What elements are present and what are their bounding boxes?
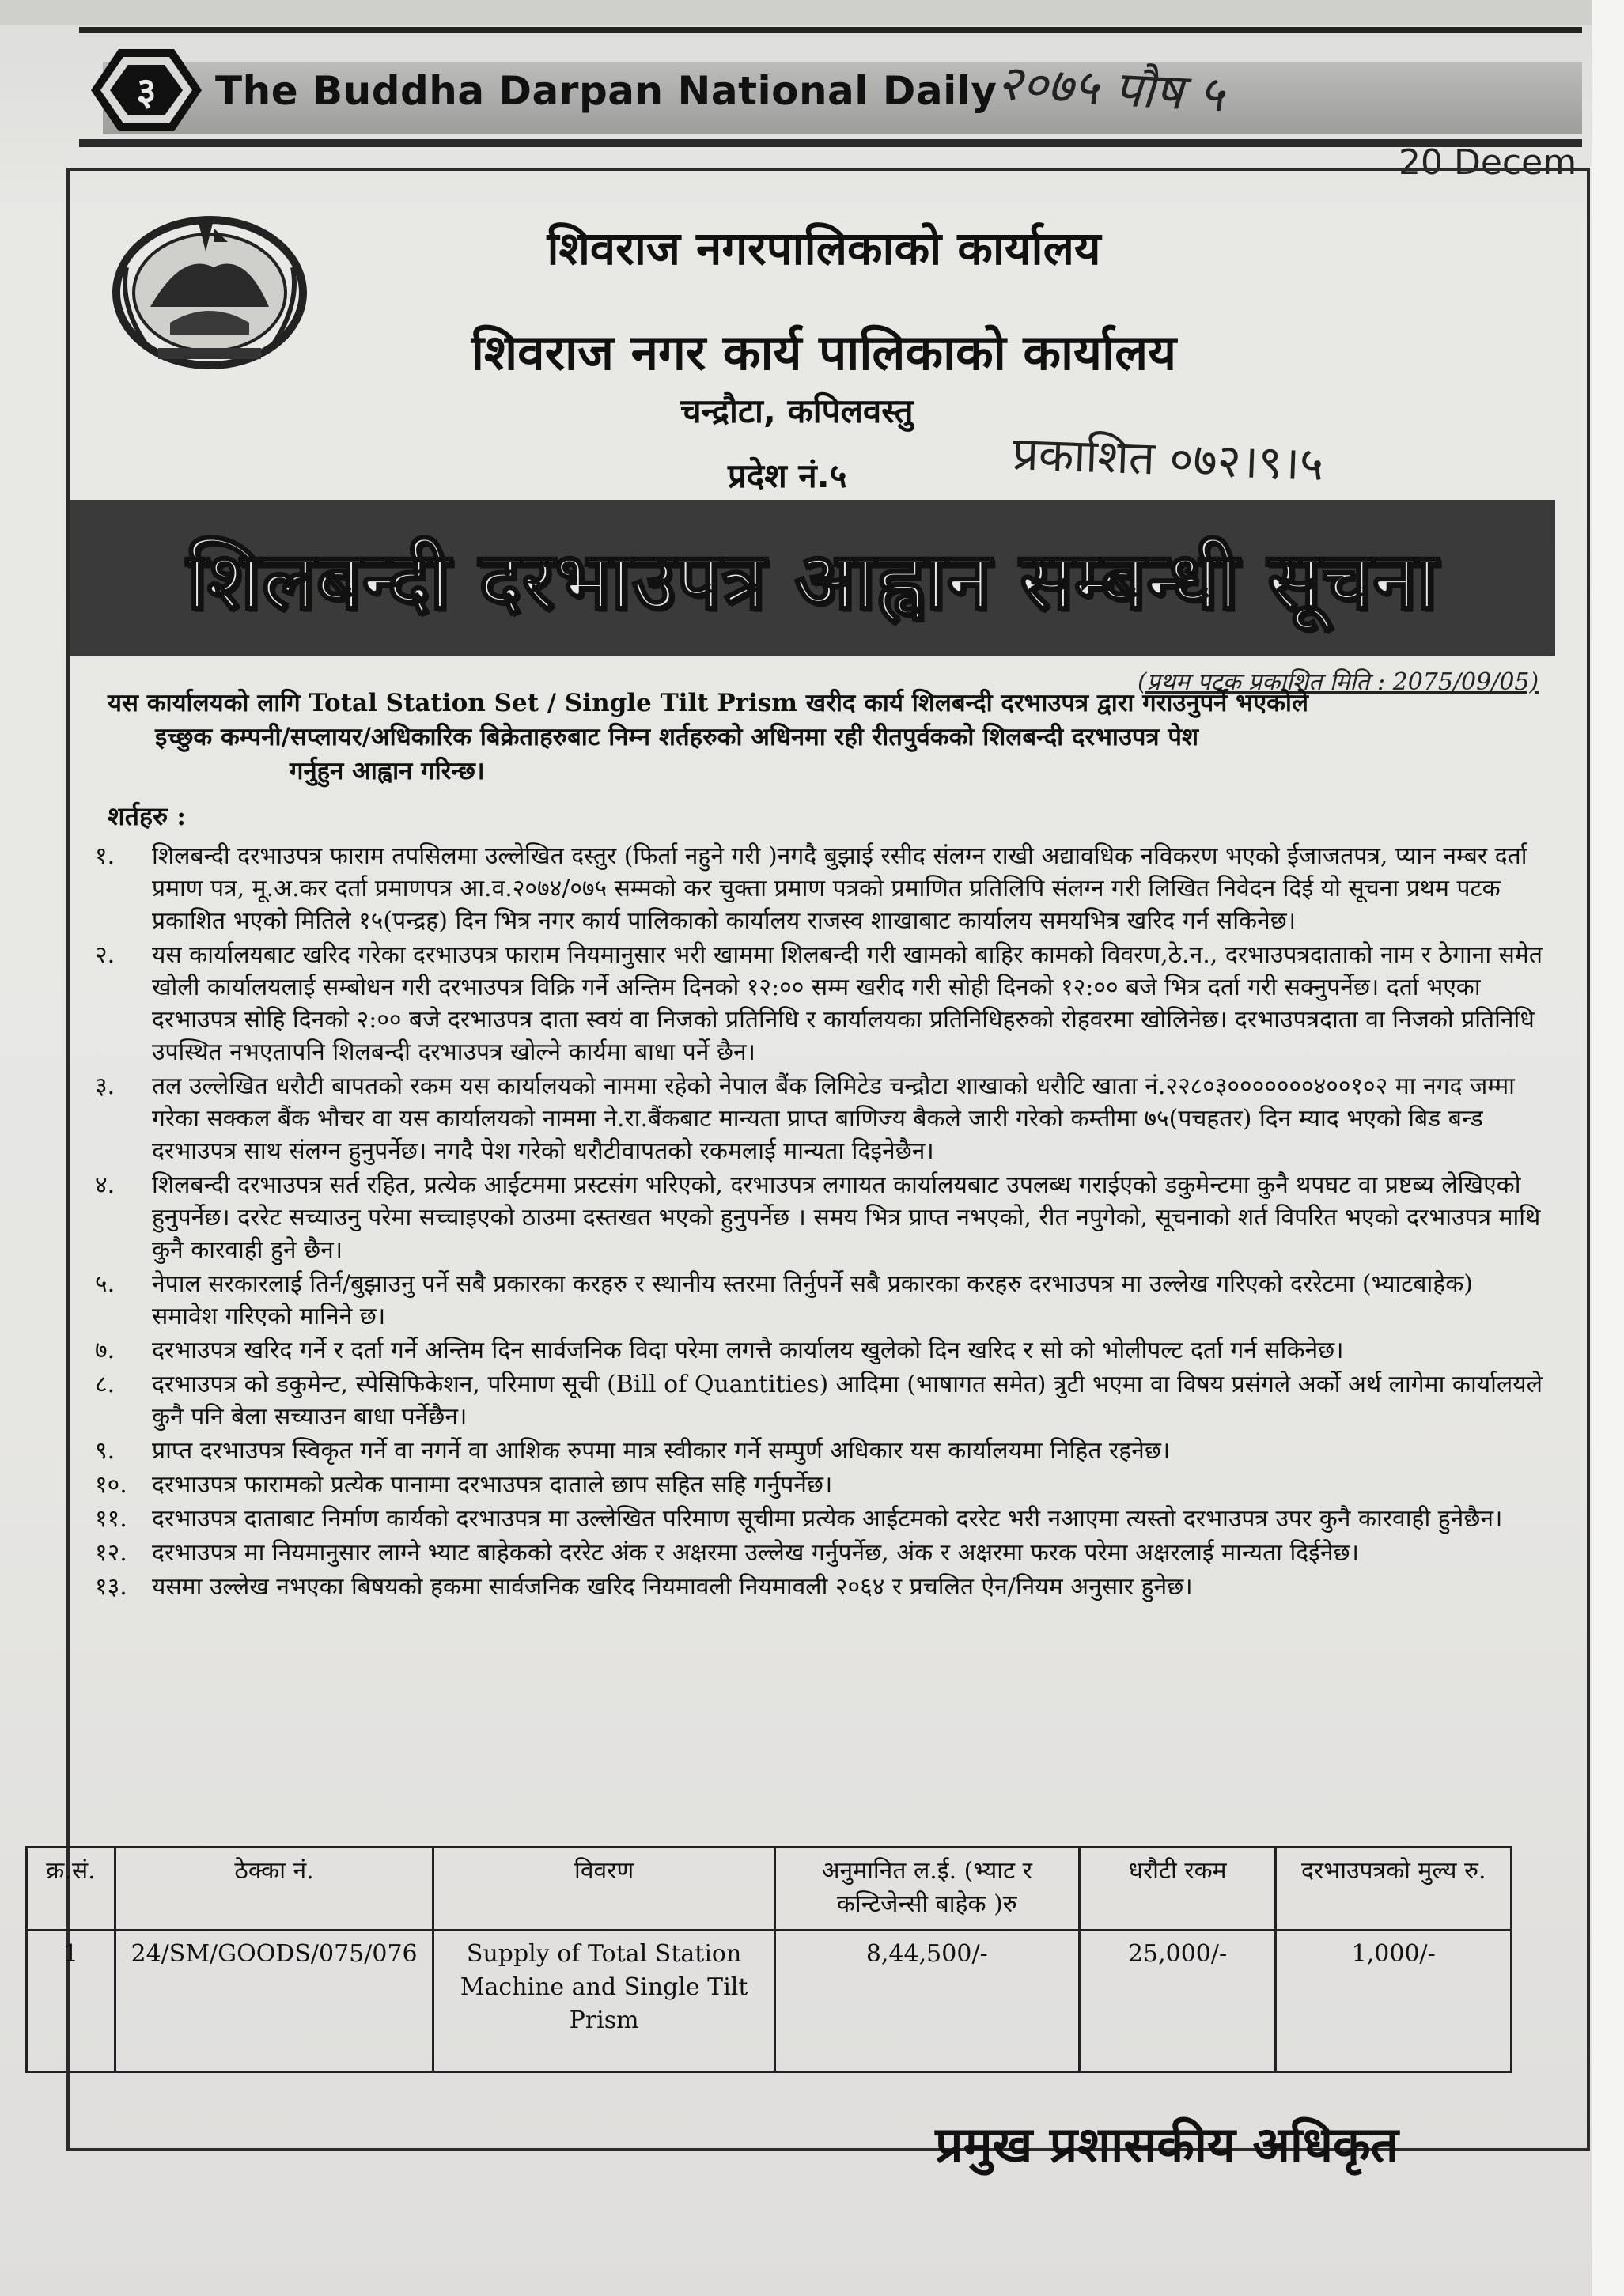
newspaper-title: The Buddha Darpan National Daily [215, 68, 997, 114]
cell-deposit: 25,000/- [1079, 1931, 1276, 2072]
condition-item [95, 1571, 1543, 1603]
condition-item [95, 1435, 1543, 1467]
signatory-title: प्रमुख प्रशासकीय अधिकृत [935, 2116, 1399, 2173]
condition-item [95, 1268, 1543, 1333]
col-header-estimated-cost: अनुमानित ल.ई. (भ्याट र कन्टिजेन्सी बाहेक )रु [774, 1848, 1079, 1931]
condition-text: दरभाउपत्र खरिद गर्ने र दर्ता गर्ने अन्तिम दिन सार्वजनिक विदा परेमा लगत्तै कार्यालय खुलेको दिन खरिद र सो को भोलीपल्ट दर्ता गर्न सकिनेछ। [152, 1337, 1344, 1364]
col-header-bid-price: दरभाउपत्रको मुल्य रु. [1276, 1848, 1512, 1931]
condition-text: दरभाउपत्र मा नियमानुसार लाग्ने भ्याट बाहेकको दररेट अंक र अक्षरमा उल्लेख गर्नुपर्नेछ, अंक र अक्षरमा फरक परेमा अक्षरलाई मान्यता दिईनेछ। [152, 1539, 1359, 1567]
office-name-line2: शिवराज नगर कार्य पालिकाको कार्यालय [471, 323, 1177, 381]
condition-item [95, 1537, 1543, 1569]
office-name-line1: शिवराज नगरपालिकाको कार्यालय [547, 221, 1101, 275]
intro-line: गर्नुहुन आह्वान गरिन्छ। [290, 757, 485, 785]
condition-item [95, 1368, 1543, 1433]
condition-number: ७. [95, 1337, 115, 1364]
scan-top-strip [0, 0, 1624, 25]
office-address: चन्द्रौटा, कपिलवस्तु [680, 391, 914, 430]
first-published-date: (प्रथम पटक प्रकाशित मिति : 2075/09/05) [1138, 668, 1539, 696]
condition-number: ९. [95, 1437, 115, 1465]
printed-date: 20 Decem [1399, 142, 1577, 183]
condition-item [95, 939, 1543, 1069]
logo-glyph: ३ [136, 70, 157, 114]
condition-text: दरभाउपत्र फारामको प्रत्येक पानामा दरभाउपत्र दाताले छाप सहित सहि गर्नुपर्नेछ। [152, 1471, 833, 1499]
condition-number: १२. [95, 1539, 127, 1567]
cell-estimated-cost: 8,44,500/- [774, 1931, 1079, 2072]
notice-headline: शिलबन्दी दरभाउपत्र आह्वान सम्बन्धी सूचना [187, 535, 1438, 627]
condition-item [95, 1070, 1543, 1167]
condition-number: ११. [95, 1505, 127, 1533]
col-header-deposit: धरौटी रकम [1079, 1848, 1276, 1931]
condition-text: यस कार्यालयबाट खरिद गरेका दरभाउपत्र फाराम नियमानुसार भरी खाममा शिलबन्दी गरी खामको बाहिर कामको विवरण,ठे.न., दरभाउपत्रदाताको नाम र ठेगाना समेत खोली कार्यालयलाई सम्बोधन गरी दरभाउपत्र विक्रि गर्ने अन्तिम दिनको १२:०० सम्म खरीद गरी सोही दिनको १२:०० बजे भित्र दर्ता गरी सक्नुपर्नेछ। दर्ता भएका दरभाउपत्र सोहि दिनको २:०० बजे दरभाउपत्र दाता स्वयं वा निजको प्रतिनिधि र कार्यालयका प्रतिनिधिहरुको रोहवरमा खोलिनेछ। दरभाउपत्रदाता वा निजको प्रतिनिधि उपस्थित नभएतापनि शिलबन्दी दरभाउपत्र खोल्ने कार्यमा बाधा पर्ने छैन। [152, 941, 1543, 1066]
condition-item [95, 1503, 1543, 1535]
intro-paragraph [108, 687, 1500, 789]
conditions-list [95, 840, 1543, 1605]
cell-bid-price: 1,000/- [1276, 1931, 1512, 2072]
handwritten-date: २०७५ पौष ५ [995, 53, 1226, 123]
condition-number: १. [95, 842, 115, 870]
condition-number: ४. [95, 1171, 115, 1199]
col-header-serial: क्र.सं. [27, 1848, 115, 1931]
cell-contract-no: 24/SM/GOODS/075/076 [115, 1931, 433, 2072]
handwritten-published-note: प्रकाशित ०७२।९।५ [1011, 426, 1325, 491]
newspaper-logo-icon [87, 43, 206, 138]
masthead-top-rule [79, 27, 1582, 33]
condition-item [95, 1169, 1543, 1266]
col-header-description: विवरण [433, 1848, 775, 1931]
condition-item [95, 1334, 1543, 1367]
conditions-title: शर्तहरु : [108, 801, 187, 831]
intro-line: इच्छुक कम्पनी/सप्लायर/अधिकारिक बिक्रेताहरुबाट निम्न शर्तहरुको अधिनमा रही रीतपुर्वकको शिलबन्दी दरभाउपत्र पेश [155, 723, 1199, 751]
condition-item [95, 840, 1543, 937]
tender-table [25, 1846, 1512, 2073]
condition-text: शिलबन्दी दरभाउपत्र फाराम तपसिलमा उल्लेखित दस्तुर (फिर्ता नहुने गरी )नगदै बुझाई रसीद संलग्न राखी अद्यावधिक नविकरण भएको ईजाजतपत्र, प्यान नम्बर दर्ता प्रमाण पत्र, मू.अ.कर दर्ता प्रमाणपत्र आ.व.२०७४/०७५ सम्मको कर चुक्ता प्रमाण पत्रको प्रमाणित प्रतिलिपि संलग्न गरी लिखित निवेदन दिई यो सूचना प्रथम पटक प्रकाशित भएको मितिले १५(पन्द्रह) दिन भित्र नगर कार्य पालिकाको कार्यालय राजस्व शाखाबाट कार्यालय समयभित्र खरिद गर्न सकिनेछ। [152, 842, 1527, 935]
col-header-contract-no: ठेक्का नं. [115, 1848, 433, 1931]
table-header-row [27, 1848, 1512, 1931]
condition-text: यसमा उल्लेख नभएका बिषयको हकमा सार्वजनिक खरिद नियमावली नियमावली २०६४ र प्रचलित ऐन/नियम अनुसार हुनेछ। [152, 1573, 1193, 1601]
province: प्रदेश नं.५ [728, 456, 847, 495]
condition-number: ८. [95, 1371, 115, 1398]
condition-number: ३. [95, 1072, 115, 1100]
condition-text: तल उल्लेखित धरौटी बापतको रकम यस कार्यालयको नाममा रहेको नेपाल बैंक लिमिटेड चन्द्रौटा शाखाको धरौटि खाता नं.२२८०३०००००००४००१०२ मा नगद जम्मा गरेका सक्कल बैंक भौचर वा यस कार्यालयको नाममा ने.रा.बैंकबाट मान्यता प्राप्त बाणिज्य बैकले जारी गरेको कम्तीमा ७५(पचहतर) दिन म्याद भएको बिड बन्ड दरभाउपत्र साथ संलग्न हुनुपर्नेछ। नगदै पेश गरेको धरौटीवापतको रकमलाई मान्यता दिइनेछैन। [152, 1072, 1515, 1165]
condition-text: नेपाल सरकारलाई तिर्न/बुझाउनु पर्ने सबै प्रकारका करहरु र स्थानीय स्तरमा तिर्नुपर्ने सबै प्रकारका करहरु दरभाउपत्र मा उल्लेख गरिएको दररेटमा (भ्याटबाहेक) समावेश गरिएको मानिने छ। [152, 1270, 1473, 1330]
condition-number: १३. [95, 1573, 127, 1601]
masthead [79, 27, 1582, 183]
condition-text: प्राप्त दरभाउपत्र स्विकृत गर्ने वा नगर्ने वा आशिक रुपमा मात्र स्वीकार गर्ने सम्पुर्ण अधिकार यस कार्यालयमा निहित रहनेछ। [152, 1437, 1171, 1465]
condition-text: शिलबन्दी दरभाउपत्र सर्त रहित, प्रत्येक आईटममा प्रस्टसंग भरिएको, दरभाउपत्र लगायत कार्यालयबाट उपलब्ध गराईएको डकुमेन्टमा कुनै थपघट वा प्रष्टब्य लेखिएको हुनुपर्नेछ। दररेट सच्याउनु परेमा सच्चाइएको ठाउमा दस्तखत भएको हुनुपर्नेछ । समय भित्र प्राप्त नभएको, रीत नपुगेको, सूचनाको शर्त विपरित भएको दरभाउपत्र माथि कुनै कारवाही हुने छैन। [152, 1171, 1541, 1264]
condition-text: दरभाउपत्र को डकुमेन्ट, स्पेसिफिकेशन, परिमाण सूची (Bill of Quantities) आदिमा (भाषागत समेत) त्रुटी भएमा वा विषय प्रसंगले अर्को अर्थ लागेमा कार्यालयले कुनै पनि बेला सच्याउन बाधा पर्नेछैन। [152, 1371, 1543, 1431]
condition-text: दरभाउपत्र दाताबाट निर्माण कार्यको दरभाउपत्र मा उल्लेखित परिमाण सूचीमा प्रत्येक आईटमको दररेट भरी नआएमा त्यस्तो दरभाउपत्र उपर कुनै कारवाही हुनेछैन। [152, 1505, 1503, 1533]
intro-line: यस कार्यालयको लागि Total Station Set / Single Tilt Prism खरीद कार्य शिलबन्दी दरभाउपत्र द्वारा गराउनुपर्ने भएकोले [108, 689, 1308, 717]
condition-number: ५. [95, 1270, 115, 1298]
cell-description: Supply of Total Station Machine and Single Tilt Prism [433, 1931, 775, 2072]
condition-number: २. [95, 941, 115, 969]
table-row [27, 1931, 1512, 2072]
cell-serial: 1 [27, 1931, 115, 2072]
masthead-bottom-rule [79, 139, 1582, 147]
condition-number: १०. [95, 1471, 127, 1499]
condition-item [95, 1469, 1543, 1501]
